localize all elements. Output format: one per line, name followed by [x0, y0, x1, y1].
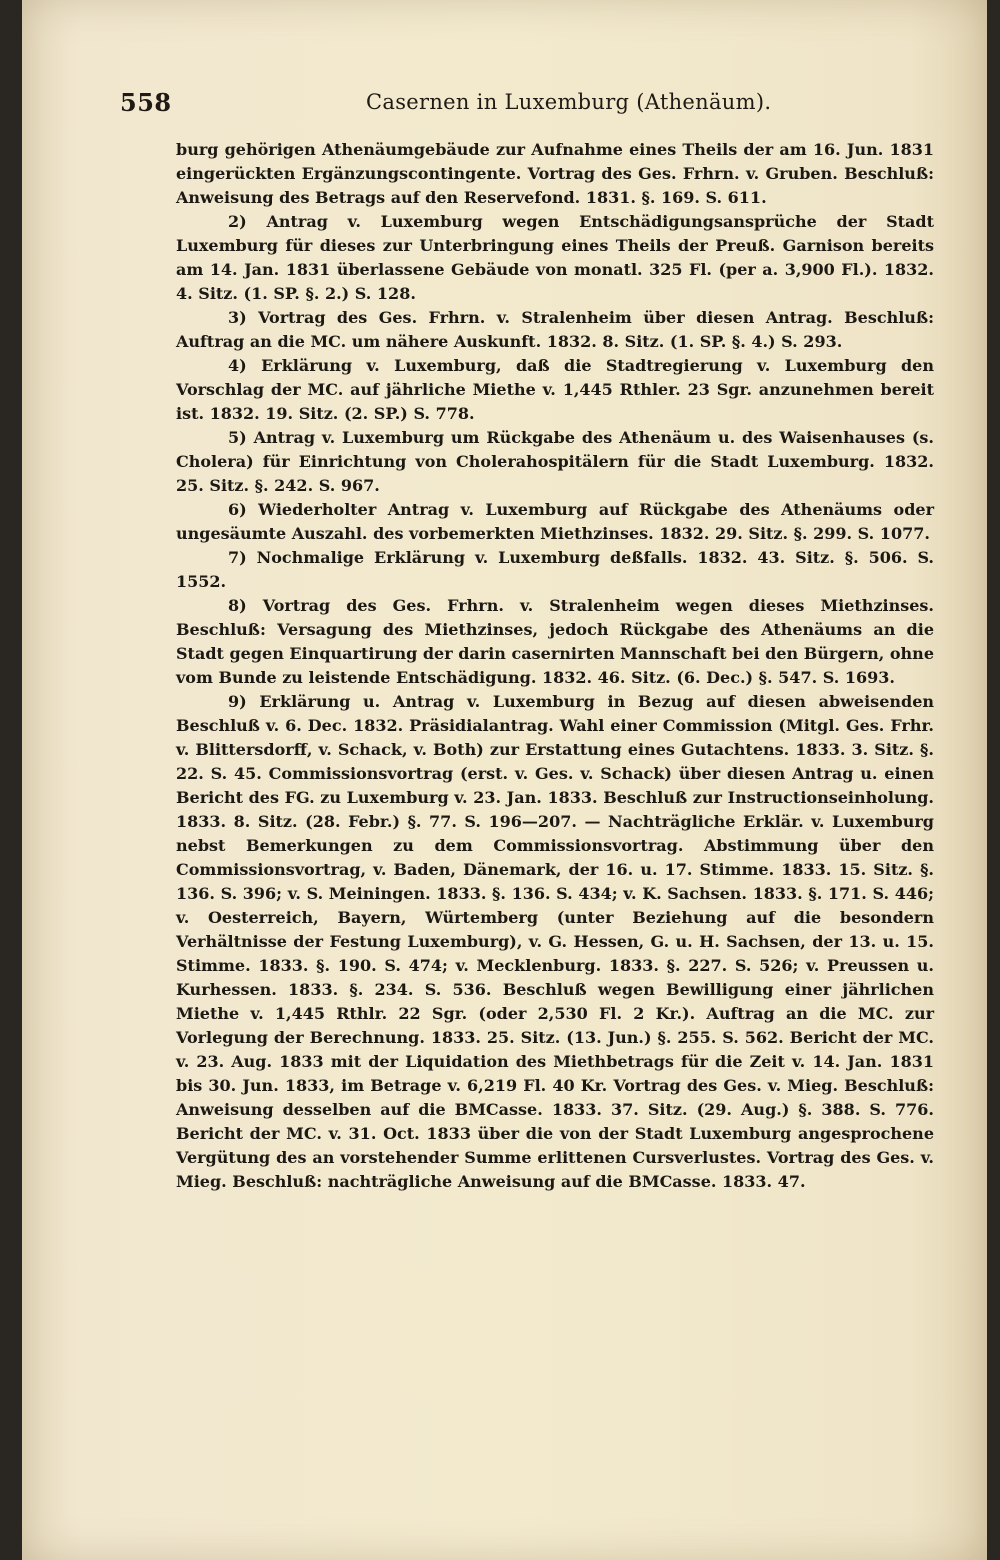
paragraph-5: 5) Antrag v. Luxemburg um Rückgabe des Athenäum u. des Waisenhauses (s. Cholera) für Einrichtung von Cholerahospitälern für die Stadt Luxemburg. 1832. 25. Sitz. §. 242. S. 967.	[176, 428, 934, 495]
paragraph-8: 8) Vortrag des Ges. Frhrn. v. Stralenheim wegen dieses Miethzinses. Beschluß: Versagung des Miethzinses, jedoch Rückgabe des Athenäums an die Stadt gegen Einquartirung der darin casernirten Mannschaft bei den Bürgern, ohne vom Bunde zu leistende Entschädigung. 1832. 46. Sitz. (6. Dec.) §. 547. S. 1693.	[176, 596, 934, 687]
paragraph-3: 3) Vortrag des Ges. Frhrn. v. Stralenheim über diesen Antrag. Beschluß: Auftrag an die MC. um nähere Auskunft. 1832. 8. Sitz. (1. SP. §. 4.) S. 293.	[176, 308, 934, 351]
paragraph-4: 4) Erklärung v. Luxemburg, daß die Stadtregierung v. Luxemburg den Vorschlag der MC. auf jährliche Miethe v. 1,445 Rthler. 23 Sgr. anzunehmen bereit ist. 1832. 19. Sitz. (2. SP.) S. 778.	[176, 356, 934, 423]
page-number: 558	[120, 88, 172, 117]
paragraph-6: 6) Wiederholter Antrag v. Luxemburg auf Rückgabe des Athenäums oder ungesäumte Auszahl. des vorbemerkten Miethzinses. 1832. 29. Sitz. §. 299. S. 1077.	[176, 500, 934, 543]
paragraph-1: burg gehörigen Athenäumgebäude zur Aufnahme eines Theils der am 16. Jun. 1831 eingerückten Ergänzungscontingente. Vortrag des Ges. Frhrn. v. Gruben. Beschluß: Anweisung des Betrags auf den Reservefond. 1831. §. 169. S. 611.	[176, 140, 934, 207]
paragraph-2: 2) Antrag v. Luxemburg wegen Entschädigungsansprüche der Stadt Luxemburg für dieses zur Unterbringung eines Theils der Preuß. Garnison bereits am 14. Jan. 1831 überlassene Gebäude von monatl. 325 Fl. (per a. 3,900 Fl.). 1832. 4. Sitz. (1. SP. §. 2.) S. 128.	[176, 212, 934, 303]
page-header	[120, 84, 772, 124]
paragraph-7: 7) Nochmalige Erklärung v. Luxemburg deßfalls. 1832. 43. Sitz. §. 506. S. 1552.	[176, 548, 934, 591]
paragraph-9: 9) Erklärung u. Antrag v. Luxemburg in Bezug auf diesen abweisenden Beschluß v. 6. Dec. 1832. Präsidialantrag. Wahl einer Commission (Mitgl. Ges. Frhr. v. Blittersdorff, v. Schack, v. Both) zur Erstattung eines Gutachtens. 1833. 3. Sitz. §. 22. S. 45. Commissionsvortrag (erst. v. Ges. v. Schack) über diesen Antrag u. einen Bericht des FG. zu Luxemburg v. 23. Jan. 1833. Beschluß zur Instructionseinholung. 1833. 8. Sitz. (28. Febr.) §. 77. S. 196—207. — Nachträgliche Erklär. v. Luxemburg nebst Bemerkungen zu dem Commissionsvortrag. Abstimmung über den Commissionsvortrag, v. Baden, Dänemark, der 16. u. 17. Stimme. 1833. 15. Sitz. §. 136. S. 396; v. S. Meiningen. 1833. §. 136. S. 434; v. K. Sachsen. 1833. §. 171. S. 446; v. Oesterreich, Bayern, Würtemberg (unter Beziehung auf die besondern Verhältnisse der Festung Luxemburg), v. G. Hessen, G. u. H. Sachsen, der 13. u. 15. Stimme. 1833. §. 190. S. 474; v. Mecklenburg. 1833. §. 227. S. 526; v. Preussen u. Kurhessen. 1833. §. 234. S. 536. Beschluß wegen Bewilligung einer jährlichen Miethe v. 1,445 Rthlr. 22 Sgr. (oder 2,530 Fl. 2 Kr.). Auftrag an die MC. zur Vorlegung der Berechnung. 1833. 25. Sitz. (13. Jun.) §. 255. S. 562. Bericht der MC. v. 23. Aug. 1833 mit der Liquidation des Miethbetrags für die Zeit v. 14. Jan. 1831 bis 30. Jun. 1833, im Betrage v. 6,219 Fl. 40 Kr. Vortrag des Ges. v. Mieg. Beschluß: Anweisung desselben auf die BMCasse. 1833. 37. Sitz. (29. Aug.) §. 388. S. 776. Bericht der MC. v. 31. Oct. 1833 über die von der Stadt Luxemburg angesprochene Vergütung des an vorstehender Summe erlittenen Cursverlustes. Vortrag des Ges. v. Mieg. Beschluß: nachträgliche Anweisung auf die BMCasse. 1833. 47.	[176, 692, 934, 1191]
body-text	[176, 138, 934, 1194]
running-title: Casernen in Luxemburg (Athenäum).	[366, 90, 772, 114]
